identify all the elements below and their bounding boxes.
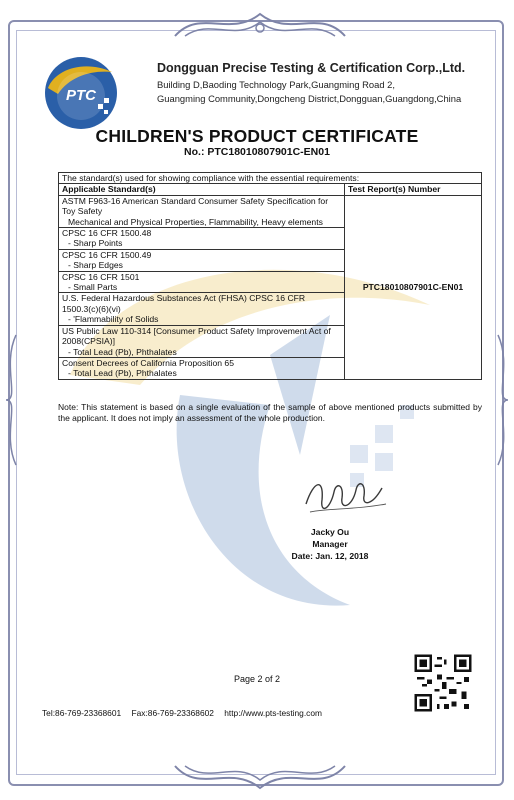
address-line-1: Building D,Baoding Technology Park,Guangming Road 2, bbox=[157, 79, 395, 90]
standard-cell bbox=[59, 293, 345, 325]
left-ornament-icon bbox=[2, 330, 20, 470]
standard-sub: - Sharp Edges bbox=[68, 260, 123, 271]
qr-code-icon bbox=[412, 652, 474, 714]
ptc-logo-icon bbox=[42, 54, 120, 132]
standard-cell bbox=[59, 271, 345, 293]
standard-main: Consent Decrees of California Proposition 65 bbox=[62, 357, 234, 368]
standard-cell bbox=[59, 195, 345, 227]
signature-date: Date: Jan. 12, 2018 bbox=[291, 551, 369, 561]
right-ornament-icon bbox=[494, 330, 512, 470]
standard-main: ASTM F963-16 American Standard Consumer Safety Specification for Toy Safety bbox=[62, 195, 329, 217]
standard-sub: - Sharp Points bbox=[68, 238, 123, 249]
standard-cell bbox=[59, 357, 345, 379]
standard-main: CPSC 16 CFR 1500.49 bbox=[62, 249, 152, 260]
standard-cell bbox=[59, 325, 345, 357]
standard-main: US Public Law 110-314 [Consumer Product Safety Improvement Act of 2008(CPSIA)] bbox=[62, 325, 331, 347]
standards-table bbox=[58, 172, 482, 380]
footer-tel: Tel:86-769-23368601 bbox=[42, 708, 122, 718]
signer-name: Jacky Ou bbox=[310, 527, 350, 537]
standard-cell bbox=[59, 228, 345, 250]
footer-fax: Fax:86-769-23368602 bbox=[131, 708, 214, 718]
handwritten-signature-icon bbox=[300, 470, 390, 522]
standard-sub: Mechanical and Physical Properties, Flammability, Heavy elements bbox=[68, 216, 323, 227]
footer-web[interactable]: http://www.pts-testing.com bbox=[224, 708, 322, 718]
address-line-2: Guangming Community,Dongcheng District,Dongguan,Guangdong,China bbox=[157, 92, 462, 104]
logo-text: PTC bbox=[66, 87, 96, 104]
report-number-cell: PTC18010807901C-EN01 bbox=[345, 195, 482, 379]
certificate-title: CHILDREN'S PRODUCT CERTIFICATE bbox=[95, 126, 419, 146]
standard-main: CPSC 16 CFR 1500.48 bbox=[62, 228, 152, 239]
compliance-note: Note: This statement is based on a single evaluation of the sample of above mentioned products submitted by the applicant. It does not imply an assessment of the whole production. bbox=[58, 402, 482, 423]
standard-sub: - 'Flammability of Solids bbox=[68, 314, 159, 325]
standard-sub: - Total Lead (Pb), Phthalates bbox=[68, 346, 177, 357]
footer-contact bbox=[42, 708, 330, 718]
bottom-ornament-icon bbox=[170, 760, 350, 794]
standard-main: CPSC 16 CFR 1501 bbox=[62, 271, 140, 282]
certificate-number: No.: PTC18010807901C-EN01 bbox=[184, 146, 330, 158]
standard-cell bbox=[59, 249, 345, 271]
signer-title: Manager bbox=[312, 539, 348, 549]
top-ornament-icon bbox=[170, 8, 350, 42]
standard-sub: - Small Parts bbox=[68, 282, 118, 293]
company-address bbox=[157, 78, 477, 105]
standard-sub: - Total Lead (Pb), Phthalates bbox=[68, 368, 177, 379]
table-row bbox=[59, 195, 482, 227]
company-name: Dongguan Precise Testing & Certification Corp.,Ltd. bbox=[157, 61, 466, 75]
column-header-report: Test Report(s) Number bbox=[345, 184, 482, 195]
column-header-standards: Applicable Standard(s) bbox=[59, 184, 345, 195]
table-caption: The standard(s) used for showing compliance with the essential requirements: bbox=[59, 173, 482, 184]
standard-main: U.S. Federal Hazardous Substances Act (FHSA) CPSC 16 CFR 1500.3(c)(6)(vi) bbox=[62, 293, 306, 314]
page-number: Page 2 of 2 bbox=[233, 674, 281, 684]
